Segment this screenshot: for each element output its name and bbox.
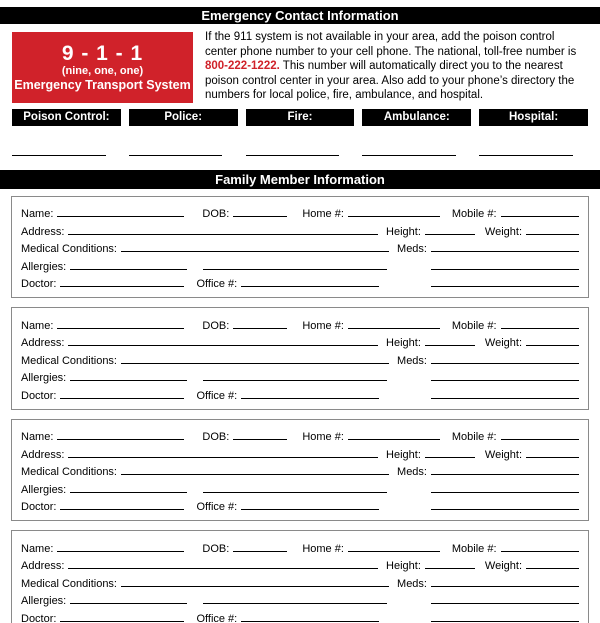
- meds-extra-field-line-1: [431, 269, 579, 270]
- allergies-field-line: [70, 380, 187, 381]
- ambulance-field-line: [362, 155, 456, 156]
- intro-text-before: If the 911 system is not available in your area, add the poison control center phone number to your cell phone. The national, toll-free number is: [205, 31, 577, 58]
- name-label: Name:: [21, 431, 54, 443]
- allergies-field-line: [70, 603, 187, 604]
- weight-field-line: [526, 345, 579, 346]
- police-label: Police:: [129, 109, 238, 126]
- top-section: [12, 32, 588, 103]
- home-phone-label: Home #:: [302, 319, 344, 332]
- 911-caption: Emergency Transport System: [14, 77, 191, 92]
- page-title: Emergency Contact Information: [0, 7, 600, 24]
- home-phone-field-line: [348, 216, 440, 217]
- family-member-block-1: [11, 196, 589, 299]
- office-phone-label: Office #:: [196, 389, 238, 402]
- hospital-label: Hospital:: [479, 109, 588, 126]
- name-field-line: [57, 551, 184, 552]
- emergency-number-column-fire: [246, 109, 355, 156]
- medical-row: [21, 461, 579, 479]
- doctor-label: Doctor:: [21, 278, 57, 290]
- 911-subtitle: (nine, one, one): [61, 64, 144, 77]
- emergency-number-column-ambulance: [362, 109, 471, 156]
- meds-field-line: [431, 586, 579, 587]
- address-field-line: [68, 345, 378, 346]
- fire-label: Fire:: [246, 109, 355, 126]
- police-field-line: [129, 155, 223, 156]
- name-field-line: [57, 439, 184, 440]
- family-member-block-2: [11, 307, 589, 410]
- meds-extra-field-line-1: [431, 380, 579, 381]
- poison-control-field-line: [12, 155, 106, 156]
- address-row: [21, 555, 579, 573]
- meds-label: Meds:: [397, 354, 427, 367]
- home-phone-field-line: [348, 551, 440, 552]
- home-phone-label: Home #:: [302, 542, 344, 555]
- 911-number: 9 - 1 - 1: [61, 41, 144, 65]
- address-label: Address:: [21, 225, 65, 238]
- home-phone-label: Home #:: [302, 208, 344, 220]
- office-phone-label: Office #:: [196, 612, 238, 623]
- doctor-row: [21, 273, 579, 291]
- meds-extra-field-line-2: [431, 621, 579, 622]
- weight-field-line: [526, 234, 579, 235]
- dob-field-line: [233, 439, 287, 440]
- medical-conditions-label: Medical Conditions:: [21, 243, 117, 255]
- mobile-phone-label: Mobile #:: [451, 208, 497, 220]
- home-phone-field-line: [348, 328, 440, 329]
- address-row: [21, 332, 579, 350]
- allergies-extra-field-line: [203, 492, 387, 493]
- poison-control-label: Poison Control:: [12, 109, 121, 126]
- address-field-line: [68, 234, 378, 235]
- height-field-line: [425, 457, 475, 458]
- meds-field-line: [431, 251, 579, 252]
- mobile-phone-label: Mobile #:: [451, 542, 497, 555]
- weight-label: Weight:: [484, 560, 522, 572]
- dob-label: DOB:: [202, 208, 230, 220]
- hospital-field-line: [479, 155, 573, 156]
- mobile-phone-field-line: [501, 551, 579, 552]
- intro-text-after: This number will automatically direct you to the nearest poison control center in your area. Also add to your phone’s directory the numbers for local police, fire, ambulance, and hospital.: [205, 60, 575, 101]
- height-label: Height:: [386, 337, 421, 349]
- name-row: [21, 426, 579, 444]
- name-label: Name:: [21, 319, 54, 332]
- doctor-label: Doctor:: [21, 612, 57, 623]
- name-row: [21, 314, 579, 332]
- meds-label: Meds:: [397, 243, 427, 255]
- allergies-field-line: [70, 269, 187, 270]
- mobile-phone-label: Mobile #:: [451, 319, 497, 332]
- medical-row: [21, 349, 579, 367]
- weight-field-line: [526, 457, 579, 458]
- mobile-phone-field-line: [501, 216, 579, 217]
- height-field-line: [425, 345, 475, 346]
- weight-field-line: [526, 568, 579, 569]
- dob-field-line: [233, 328, 287, 329]
- fire-field-line: [246, 155, 340, 156]
- address-row: [21, 220, 579, 238]
- doctor-field-line: [60, 509, 184, 510]
- meds-extra-field-line-1: [431, 492, 579, 493]
- office-phone-field-line: [241, 509, 379, 510]
- emergency-numbers-row: [12, 109, 588, 156]
- medical-row: [21, 238, 579, 256]
- mobile-phone-field-line: [501, 328, 579, 329]
- meds-extra-field-line-2: [431, 286, 579, 287]
- mobile-phone-field-line: [501, 439, 579, 440]
- emergency-number-column-hospital: [479, 109, 588, 156]
- doctor-label: Doctor:: [21, 501, 57, 513]
- allergies-extra-field-line: [203, 603, 387, 604]
- allergies-field-line: [70, 492, 187, 493]
- allergies-label: Allergies:: [21, 260, 67, 273]
- intro-paragraph: [205, 30, 588, 103]
- medical-conditions-label: Medical Conditions:: [21, 466, 117, 478]
- office-phone-label: Office #:: [196, 278, 238, 290]
- meds-field-line: [431, 474, 579, 475]
- emergency-number-column-police: [129, 109, 238, 156]
- address-label: Address:: [21, 337, 65, 349]
- office-phone-field-line: [241, 621, 379, 622]
- meds-field-line: [431, 363, 579, 364]
- address-field-line: [68, 457, 378, 458]
- meds-extra-field-line-2: [431, 398, 579, 399]
- name-field-line: [57, 328, 184, 329]
- medical-conditions-label: Medical Conditions:: [21, 577, 117, 590]
- weight-label: Weight:: [484, 448, 522, 461]
- name-field-line: [57, 216, 184, 217]
- meds-extra-field-line-1: [431, 603, 579, 604]
- weight-label: Weight:: [484, 225, 522, 238]
- family-member-block-3: [11, 419, 589, 522]
- allergies-label: Allergies:: [21, 595, 67, 607]
- allergies-extra-field-line: [203, 380, 387, 381]
- office-phone-field-line: [241, 398, 379, 399]
- doctor-field-line: [60, 621, 184, 622]
- meds-label: Meds:: [397, 577, 427, 590]
- dob-field-line: [233, 216, 287, 217]
- name-row: [21, 203, 579, 221]
- doctor-row: [21, 384, 579, 402]
- home-phone-field-line: [348, 439, 440, 440]
- allergies-row: [21, 255, 579, 273]
- height-field-line: [425, 568, 475, 569]
- height-label: Height:: [386, 560, 421, 572]
- dob-label: DOB:: [202, 431, 230, 443]
- doctor-label: Doctor:: [21, 389, 57, 402]
- allergies-label: Allergies:: [21, 483, 67, 496]
- allergies-row: [21, 367, 579, 385]
- address-field-line: [68, 568, 378, 569]
- allergies-extra-field-line: [203, 269, 387, 270]
- address-label: Address:: [21, 448, 65, 461]
- allergies-label: Allergies:: [21, 372, 67, 384]
- family-section-title: Family Member Information: [0, 170, 600, 189]
- doctor-row: [21, 607, 579, 623]
- ambulance-label: Ambulance:: [362, 109, 471, 126]
- dob-label: DOB:: [202, 319, 230, 332]
- weight-label: Weight:: [484, 337, 522, 349]
- 911-call-box: [12, 32, 193, 103]
- family-member-block-4: [11, 530, 589, 623]
- meds-label: Meds:: [397, 466, 427, 478]
- medical-conditions-field-line: [121, 586, 389, 587]
- home-phone-label: Home #:: [302, 431, 344, 443]
- height-field-line: [425, 234, 475, 235]
- doctor-field-line: [60, 398, 184, 399]
- allergies-row: [21, 478, 579, 496]
- medical-conditions-field-line: [121, 474, 389, 475]
- dob-field-line: [233, 551, 287, 552]
- poison-control-phone-number: 800-222-1222.: [205, 60, 280, 72]
- mobile-phone-label: Mobile #:: [451, 431, 497, 443]
- emergency-number-column-poison-control: [12, 109, 121, 156]
- doctor-field-line: [60, 286, 184, 287]
- height-label: Height:: [386, 448, 421, 461]
- address-label: Address:: [21, 560, 65, 572]
- medical-conditions-field-line: [121, 363, 389, 364]
- medical-conditions-field-line: [121, 251, 389, 252]
- family-member-blocks: [11, 196, 589, 623]
- name-label: Name:: [21, 208, 54, 220]
- meds-extra-field-line-2: [431, 509, 579, 510]
- name-row: [21, 537, 579, 555]
- name-label: Name:: [21, 542, 54, 555]
- office-phone-field-line: [241, 286, 379, 287]
- medical-row: [21, 572, 579, 590]
- doctor-row: [21, 496, 579, 514]
- office-phone-label: Office #:: [196, 501, 238, 513]
- dob-label: DOB:: [202, 542, 230, 555]
- medical-conditions-label: Medical Conditions:: [21, 354, 117, 367]
- address-row: [21, 443, 579, 461]
- allergies-row: [21, 590, 579, 608]
- height-label: Height:: [386, 225, 421, 238]
